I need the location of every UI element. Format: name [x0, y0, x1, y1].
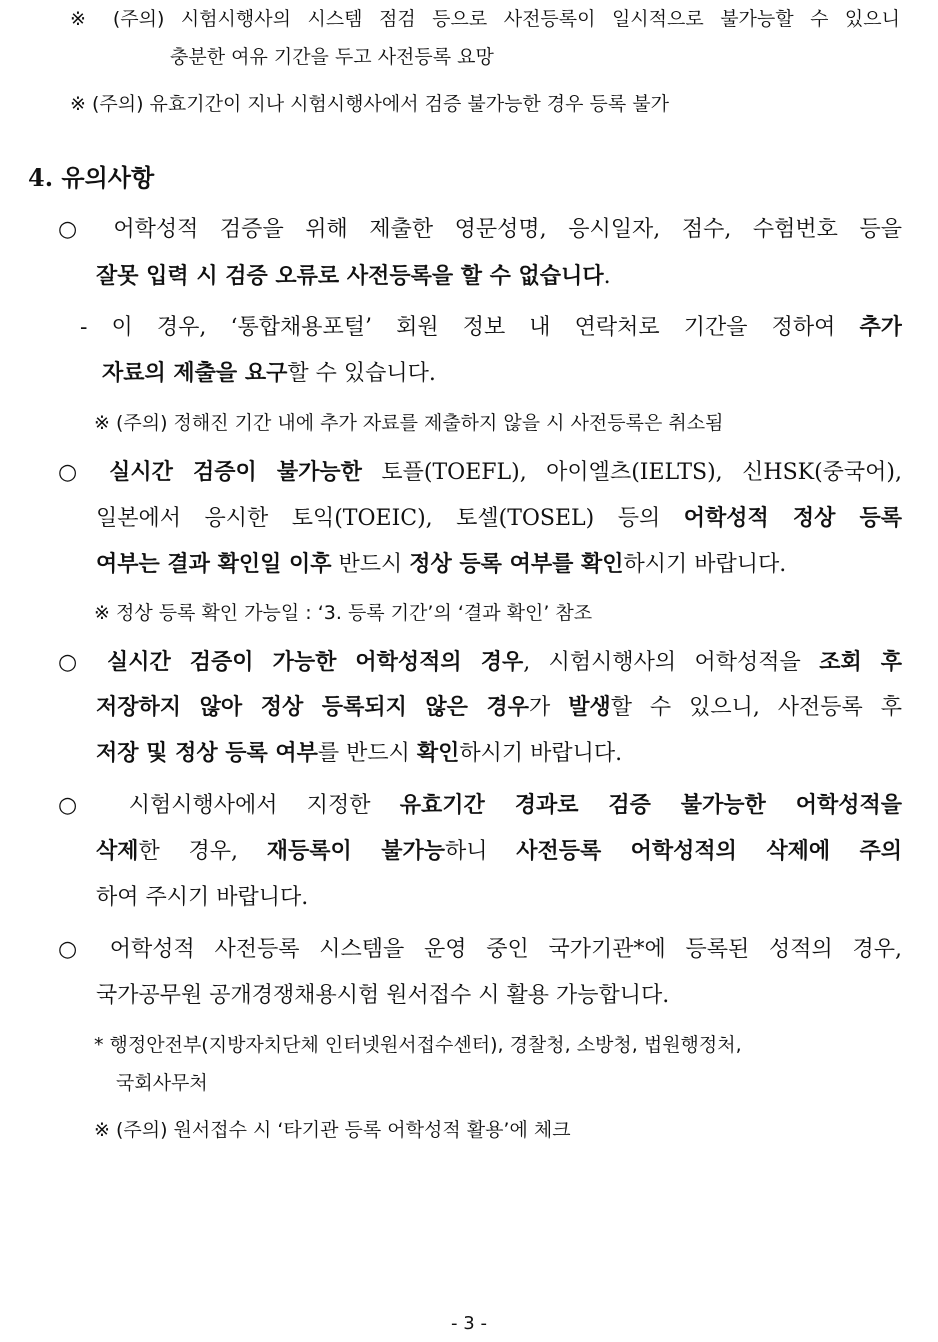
bullet-3-bold-2: 조회 후 — [819, 649, 902, 675]
bullet-1-period: . — [603, 264, 611, 289]
bullet-3-line-3 — [96, 736, 622, 767]
bullet-5-footnote-l1: * 행정안전부(지방자치단체 인터넷원서접수센터), 경찰청, 소방청, 법원행정처, — [94, 1034, 742, 1056]
section-heading: 4. 유의사항 — [28, 163, 155, 192]
bullet-3-text-3: 할 수 있으니, 사전등록 후 — [610, 695, 902, 720]
bullet-3-line-2 — [96, 690, 902, 724]
note-expired: ※ (주의) 유효기간이 지나 시험시행사에서 검증 불가능한 경우 등록 불가 — [70, 93, 670, 115]
bullet-2-bold-4: 정상 등록 여부를 확인 — [409, 551, 624, 577]
bullet-4-bold-2: 삭제 — [96, 838, 139, 864]
bullet-2-note: ※ 정상 등록 확인 가능일 : ‘3. 등록 기간’의 ‘결과 확인’ 참조 — [94, 602, 593, 624]
bullet-1-sub-text: - 이 경우, ‘통합채용포털’ 회원 정보 내 연락처로 기간을 정하여 — [80, 315, 860, 340]
bullet-4-line-1 — [58, 788, 902, 822]
bullet-1-line-2 — [96, 259, 611, 290]
bullet-4-text-1: ○ 시험시행사에서 지정한 — [58, 793, 400, 818]
bullet-5-note: ※ (주의) 원서접수 시 ‘타기관 등록 어학성적 활용’에 체크 — [94, 1119, 571, 1141]
bullet-2-line-3 — [96, 547, 786, 578]
bullet-3-bold-6: 확인 — [416, 740, 460, 766]
bullet-5-line-1: ○ 어학성적 사전등록 시스템을 운영 중인 국가기관*에 등록된 성적의 경우, — [58, 937, 902, 962]
bullet-2-text-1: 토플(TOEFL), 아이엘츠(IELTS), 신HSK(중국어), — [361, 460, 902, 485]
page-number: - 3 - — [451, 1313, 487, 1334]
bullet-4-line-2 — [96, 834, 902, 868]
bullet-1-note: ※ (주의) 정해진 기간 내에 추가 자료를 제출하지 않을 시 사전등록은 취소됨 — [94, 412, 724, 434]
note-system-check-l2: 충분한 여유 기간을 두고 사전등록 요망 — [170, 46, 494, 68]
bullet-4-text-3: 하니 — [444, 839, 517, 864]
bullet-2-line-1 — [58, 455, 902, 489]
bullet-3-bold-3: 저장하지 않아 정상 등록되지 않은 경우 — [96, 694, 530, 720]
bullet-3-line-1 — [58, 645, 902, 679]
note-system-check-l1: ※ (주의) 시험시행사의 시스템 점검 등으로 사전등록이 일시적으로 불가능할 수 있으니 — [70, 8, 900, 30]
bullet-2-bold-1: 실시간 검증이 불가능한 — [109, 459, 362, 485]
bullet-4-text-2: 한 경우, — [138, 839, 267, 864]
bullet-1-sub-line-2 — [102, 356, 436, 387]
bullet-4-bold-3: 재등록이 불가능 — [266, 838, 445, 864]
bullet-2-text-2: 일본에서 응시한 토익(TOEIC), 토셀(TOSEL) 등의 — [96, 506, 684, 531]
bullet-1-bold: 잘못 입력 시 검증 오류로 사전등록을 할 수 없습니다 — [96, 263, 604, 289]
bullet-2-line-2 — [96, 501, 902, 535]
bullet-3-bold-4: 발생 — [568, 694, 611, 720]
bullet-1-sub-bold: 추가 — [859, 314, 902, 340]
bullet-3-mark: ○ — [58, 650, 107, 675]
bullet-3-bold-1: 실시간 검증이 가능한 어학성적의 경우 — [106, 649, 524, 675]
bullet-3-bold-5: 저장 및 정상 등록 여부 — [96, 740, 318, 766]
bullet-1-sub-tail: 할 수 있습니다. — [287, 361, 436, 386]
bullet-4-bold-1: 유효기간 경과로 검증 불가능한 어학성적을 — [399, 792, 902, 818]
bullet-4-line-3: 하여 주시기 바랍니다. — [96, 885, 309, 910]
bullet-1-line-1: ○ 어학성적 검증을 위해 제출한 영문성명, 응시일자, 점수, 수험번호 등을 — [58, 217, 902, 242]
bullet-5-line-2: 국가공무원 공개경쟁채용시험 원서접수 시 활용 가능합니다. — [96, 983, 670, 1008]
bullet-2-bold-3: 여부는 결과 확인일 이후 — [96, 551, 332, 577]
bullet-2-text-4: 하시기 바랍니다. — [623, 552, 787, 577]
bullet-3-text-1: , 시험시행사의 어학성적을 — [523, 650, 820, 675]
bullet-1-sub-line-1 — [80, 310, 902, 344]
bullet-2-text-3: 반드시 — [331, 552, 410, 577]
bullet-1-sub-bold-2: 자료의 제출을 요구 — [102, 360, 288, 386]
bullet-3-text-4: 를 반드시 — [317, 741, 417, 766]
bullet-2-bold-2: 어학성적 정상 등록 — [683, 505, 902, 531]
bullet-2-mark: ○ — [58, 460, 110, 485]
bullet-3-text-2: 가 — [529, 695, 569, 720]
bullet-3-text-5: 하시기 바랍니다. — [459, 741, 623, 766]
bullet-4-bold-4: 사전등록 어학성적의 삭제에 주의 — [516, 838, 902, 864]
bullet-5-footnote-l2: 국회사무처 — [116, 1072, 208, 1094]
